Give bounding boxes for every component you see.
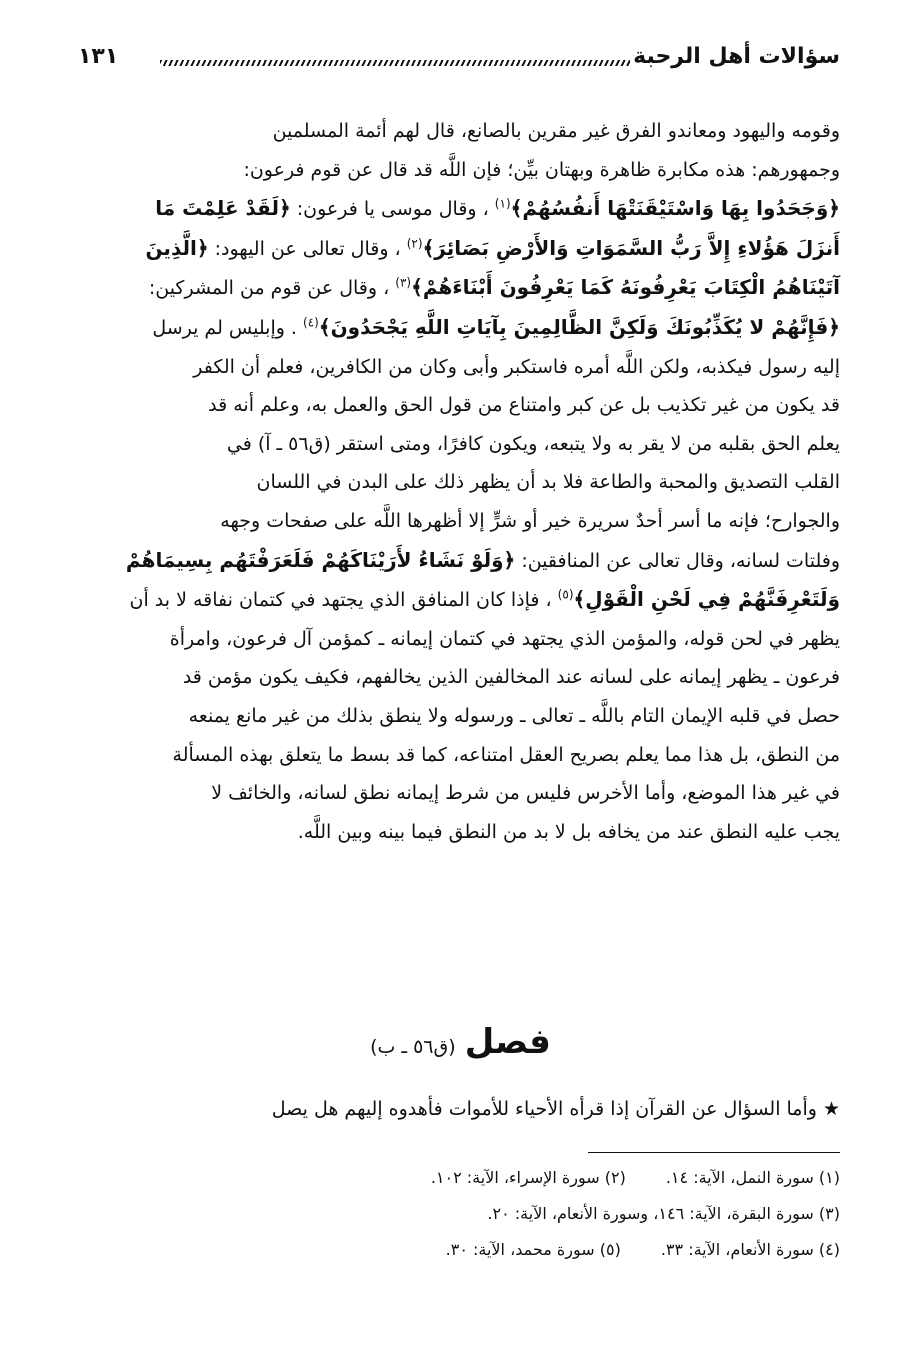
text-line <box>68 189 840 229</box>
running-title: سؤالات أهل الرحبة <box>633 44 840 69</box>
text-segment: فرعون ـ يظهر إيمانه على لسانه عند المخالفين الذين يخالفهم، فكيف يكون مؤمن قد <box>182 666 840 689</box>
text-line <box>68 697 840 736</box>
text-segment: وجمهورهم: هذه مكابرة ظاهرة وبهتان بيِّن؛ فإن اللَّه قد قال عن قوم فرعون: <box>243 158 840 181</box>
text-segment: ، وقال موسى يا فرعون: <box>290 198 495 221</box>
footnote-row <box>240 1196 840 1232</box>
quran-verse: أَنزَلَ هَؤُلاءِ إِلاَّ رَبُّ السَّمَوَاتِ وَالأَرْضِ بَصَائِرَ﴾ <box>422 235 840 260</box>
text-line <box>68 348 840 387</box>
footnote-marker: (٣) <box>395 276 412 291</box>
quran-verse: ﴿وَجَحَدُوا بِهَا وَاسْتَيْقَنَتْهَا أَنفُسُهُمْ﴾ <box>510 196 840 221</box>
quran-verse: آتَيْنَاهُمُ الْكِتَابَ يَعْرِفُونَهُ كَمَا يَعْرِفُونَ أَبْنَاءَهُمْ﴾ <box>411 275 840 300</box>
text-segment: قد يكون من غير تكذيب بل عن كبر وامتناع من قول الحق والعمل به، وعلم أنه قد <box>208 394 840 417</box>
text-segment: يجب عليه النطق عند من يخافه بل لا بد من النطق فيما بينه وبين اللَّه. <box>297 820 840 843</box>
text-segment: يعلم الحق بقلبه من لا يقر به ولا يتبعه، ويكون كافرًا، ومتى استقر (ق٥٦ ـ آ) في <box>226 432 840 455</box>
text-segment: من النطق، بل هذا مما يعلم بصريح العقل امتناعه، كما قد بسط ما يتعلق بهذه المسألة <box>172 743 840 766</box>
question-line: ★ وأما السؤال عن القرآن إذا قرأه الأحياء للأموات فأهدوه إليهم هل يصل <box>271 1098 840 1120</box>
footnote-item: (١) سورة النمل، الآية: ١٤. <box>665 1168 840 1187</box>
footnote-item: (٢) سورة الإسراء، الآية: ١٠٢. <box>430 1168 626 1187</box>
quran-verse: وَلَتَعْرِفَنَّهُمْ فِي لَحْنِ الْقَوْلِ﴾ <box>573 587 840 612</box>
text-line <box>68 112 840 151</box>
footnote-item: (٥) سورة محمد، الآية: ٣٠. <box>445 1240 621 1259</box>
text-segment: حصل في قلبه الإيمان التام باللَّه ـ تعالى ـ ورسوله ولا ينطق بذلك من غير مانع يمنعه <box>188 704 840 727</box>
text-line <box>68 268 840 308</box>
manuscript-ref: (ق٥٦ ـ ب) <box>370 1036 456 1058</box>
text-line <box>68 463 840 502</box>
text-line <box>68 774 840 813</box>
text-segment: ، وقال تعالى عن اليهود: <box>208 237 407 260</box>
text-line <box>68 620 840 659</box>
text-line <box>68 502 840 541</box>
text-line <box>68 658 840 697</box>
text-line <box>68 308 840 348</box>
text-line <box>68 386 840 425</box>
text-line <box>68 151 840 190</box>
quran-verse: ﴿لَقَدْ عَلِمْتَ مَا <box>155 196 291 221</box>
footnote-divider <box>588 1152 840 1153</box>
text-line <box>68 425 840 464</box>
text-segment: في غير هذا الموضع، وأما الأخرس فليس من شرط إيمانه نطق لسانه، والخائف لا <box>211 782 840 805</box>
section-title: فصل <box>464 1022 551 1062</box>
text-line <box>68 736 840 775</box>
footnote-item: (٣) سورة البقرة، الآية: ١٤٦، وسورة الأنعام، الآية: ٢٠. <box>487 1204 840 1223</box>
text-line <box>68 580 840 620</box>
quran-verse: ﴿الَّذِينَ <box>145 235 209 260</box>
text-segment: القلب التصديق والمحبة والطاعة فلا بد أن يظهر ذلك على البدن في اللسان <box>256 471 840 494</box>
footnote-row <box>240 1160 840 1196</box>
footnotes <box>240 1160 840 1268</box>
footnote-marker: (٢) <box>406 236 423 251</box>
text-segment: وفلتات لسانه، وقال تعالى عن المنافقين: <box>515 549 840 572</box>
text-segment: إليه رسول فيكذبه، ولكن اللَّه أمره فاستكبر وأبى وكان من الكافرين، فعلم أن الكفر <box>193 355 840 378</box>
footnote-marker: (١) <box>494 196 511 211</box>
main-text <box>68 112 840 851</box>
text-line <box>68 229 840 269</box>
footnote-marker: (٥) <box>557 587 574 602</box>
text-segment: . وإبليس لم يرسل <box>152 316 304 339</box>
section-heading <box>0 1022 921 1062</box>
text-line <box>68 813 840 852</box>
footnote-row <box>240 1232 840 1268</box>
header-rule <box>160 60 630 66</box>
text-segment: ، وقال عن قوم من المشركين: <box>148 277 396 300</box>
text-segment: والجوارح؛ فإنه ما أسر أحدٌ سريرة خير أو شرٍّ إلا أظهرها اللَّه على صفحات وجهه <box>220 509 840 532</box>
text-line <box>68 541 840 581</box>
text-segment: ، فإذا كان المنافق الذي يجتهد في كتمان نفاقه لا بد أن <box>129 589 558 612</box>
footnote-item: (٤) سورة الأنعام، الآية: ٣٣. <box>660 1240 840 1259</box>
quran-verse: ﴿فَإِنَّهُمْ لا يُكَذِّبُونَكَ وَلَكِنَّ الظَّالِمِينَ بِآيَاتِ اللَّهِ يَجْحَدُونَ﴾ <box>318 314 840 339</box>
text-segment: وقومه واليهود ومعاندو الفرق غير مقرين بالصانع، قال لهم أئمة المسلمين <box>272 120 840 142</box>
text-segment: يظهر في لحن قوله، والمؤمن الذي يجتهد في كتمان إيمانه ـ كمؤمن آل فرعون، وامرأة <box>169 627 840 650</box>
page-number: ١٣١ <box>78 44 119 69</box>
quran-verse: ﴿وَلَوْ نَشَاءُ لأَرَيْنَاكَهُمْ فَلَعَرَفْتَهُم بِسِيمَاهُمْ <box>125 547 516 572</box>
footnote-marker: (٤) <box>303 315 319 330</box>
page-header <box>70 40 840 80</box>
